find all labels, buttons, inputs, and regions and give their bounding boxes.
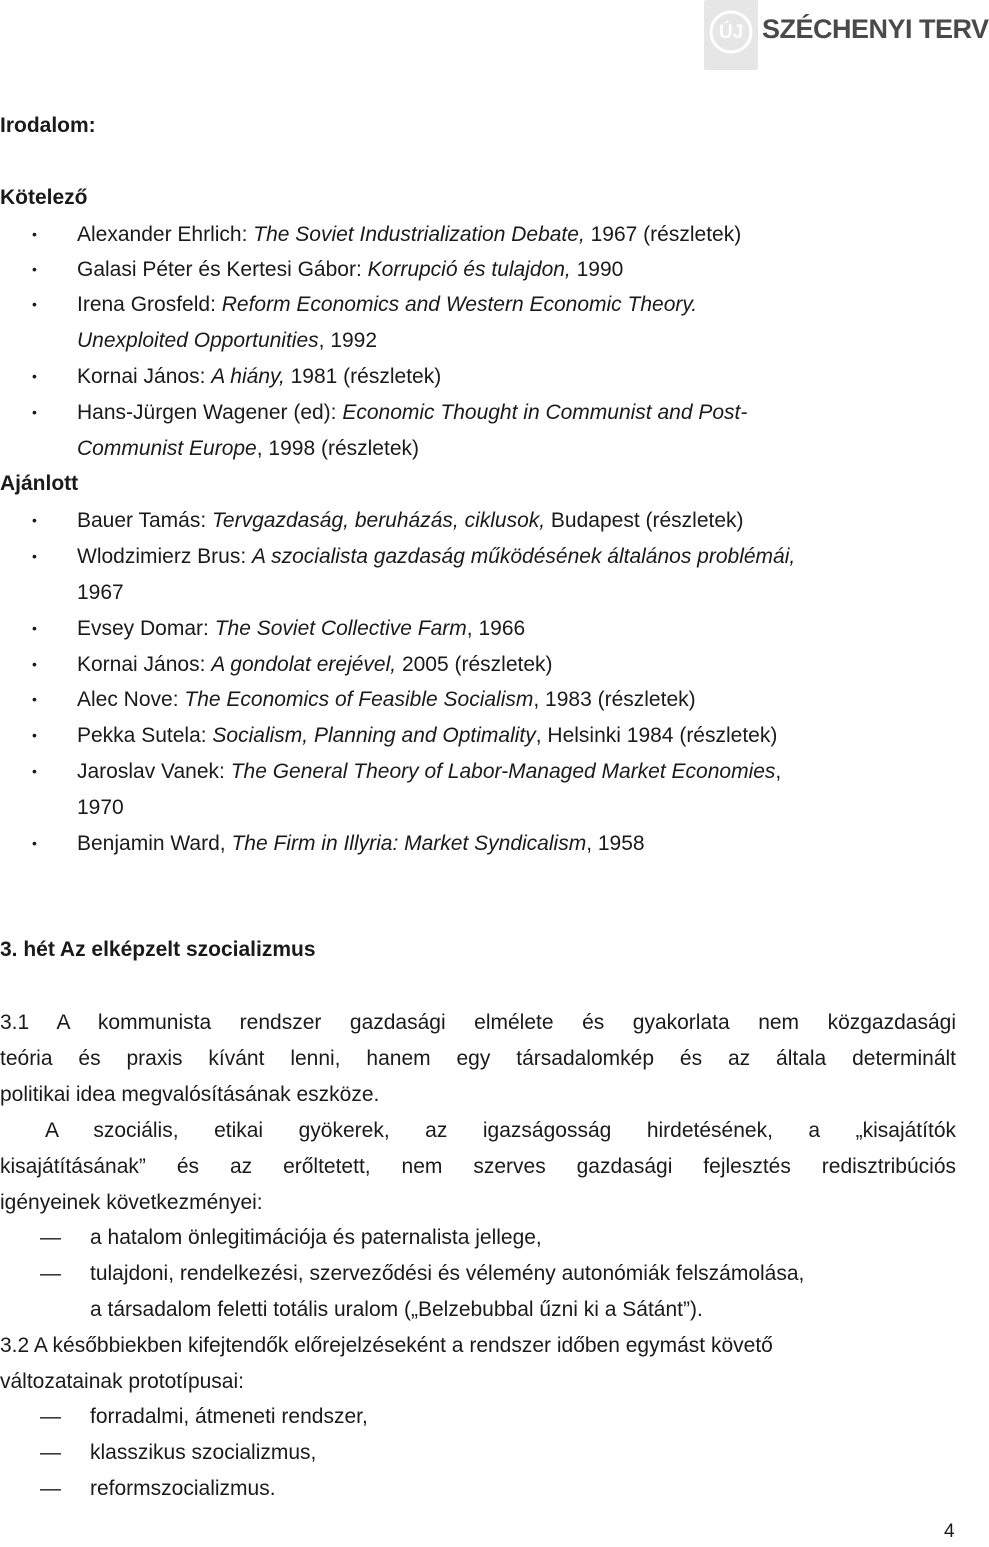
list-item-title: A gondolat erejével, (211, 653, 397, 676)
paragraph-line: kisajátításának” és az erőltetett, nem szerves gazdasági fejlesztés redisztribúciós (0, 1154, 956, 1178)
heading-het3: 3. hét Az elképzelt szocializmus (0, 938, 316, 961)
bullet-icon: • (32, 261, 37, 277)
paragraph-3-1 (0, 1005, 956, 1112)
list-item-author: Alec Nove: (77, 688, 185, 711)
bullet-icon: • (32, 296, 37, 312)
list-item-text (77, 575, 124, 611)
list-item-detail: 1981 (részletek) (284, 365, 442, 388)
bullet-icon: • (32, 620, 37, 636)
dash-item-text: reformszocializmus. (90, 1477, 276, 1500)
dash-item-text: klasszikus szocializmus, (90, 1441, 317, 1464)
bullet-icon: • (32, 368, 37, 384)
paragraph-line: 3.1 A kommunista rendszer gazdasági elmélete és gyakorlata nem közgazdasági (0, 1011, 956, 1034)
list-item-title: A szocialista gazdaság működésének általános problémái, (252, 545, 796, 568)
dash-icon: — (40, 1477, 61, 1500)
list-item-text (77, 647, 553, 683)
dash-icon: — (40, 1226, 61, 1249)
dash-icon: — (40, 1441, 61, 1464)
list-item-detail: , 1998 (részletek) (256, 437, 419, 460)
szechenyi-terv-logo (700, 0, 989, 70)
list-item-author: Evsey Domar: (77, 617, 215, 640)
list-item-author: 1970 (77, 796, 124, 819)
list-item-title: The Soviet Collective Farm (214, 617, 467, 640)
list-item-detail: 1990 (570, 258, 624, 281)
heading-ajanlott: Ajánlott (0, 472, 79, 495)
paragraph-line: igényeinek következményei: (0, 1190, 263, 1214)
bullet-icon: • (32, 512, 37, 528)
list-item-text (77, 611, 525, 647)
dash-item-text: tulajdoni, rendelkezési, szerveződési és vélemény autonómiák felszámolása, (90, 1262, 805, 1285)
list-item-text (77, 252, 623, 288)
list-item-text (77, 287, 697, 323)
bullet-icon: • (32, 727, 37, 743)
list-item-author: Jaroslav Vanek: (77, 760, 231, 783)
list-item-author: Pekka Sutela: (77, 724, 213, 747)
list-item-text (77, 431, 419, 467)
list-item-author: Wlodzimierz Brus: (77, 545, 253, 568)
list-item-text (77, 395, 747, 431)
list-item-author: Hans-Jürgen Wagener (ed): (77, 401, 343, 424)
paragraph-line: A szociális, etikai gyökerek, az igazságosság hirdetésének, a „kisajátítók (45, 1119, 956, 1142)
list-item-author: Benjamin Ward, (77, 832, 232, 855)
list-item-text (77, 359, 441, 395)
paragraph-line: 3.2 A későbbiekben kifejtendők előrejelzéseként a rendszer időben egymást követő (0, 1334, 773, 1357)
dash-icon: — (40, 1262, 61, 1285)
heading-irodalom: Irodalom: (0, 114, 96, 137)
dash-item-text: a társadalom feletti totális uralom („Belzebubbal űzni ki a Sátánt”). (90, 1298, 703, 1321)
list-item-title: Tervgazdaság, beruházás, ciklusok, (212, 509, 546, 532)
list-item-author: Kornai János: (77, 653, 212, 676)
list-item-author: Alexander Ehrlich: (77, 223, 254, 246)
list-item-title: The Economics of Feasible Socialism (184, 688, 534, 711)
list-item-text (77, 790, 124, 826)
bullet-icon: • (32, 763, 37, 779)
logo-mark-text: ÚJ (719, 22, 744, 43)
bullet-icon: • (32, 691, 37, 707)
list-item-text (77, 539, 795, 575)
paragraph-line: változatainak prototípusai: (0, 1369, 244, 1393)
list-item-text (77, 323, 377, 359)
list-item-detail: , (775, 760, 782, 783)
paragraph-line: teória és praxis kívánt lenni, hanem egy társadalomkép és az általa determinált (0, 1046, 956, 1070)
list-item-title: Socialism, Planning and Optimality (212, 724, 536, 747)
paragraph-szocialis (0, 1113, 956, 1220)
list-item-title: Unexploited Opportunities (77, 329, 319, 352)
list-item-text (77, 754, 781, 790)
bullet-icon: • (32, 835, 37, 851)
list-item-title: The Firm in Illyria: Market Syndicalism (231, 832, 587, 855)
list-item-title: Economic Thought in Communist and Post- (342, 401, 748, 424)
list-item-text (77, 826, 645, 862)
bullet-icon: • (32, 226, 37, 242)
list-item-detail: 1967 (részletek) (584, 223, 742, 246)
list-item-title: The General Theory of Labor-Managed Market Economies (230, 760, 776, 783)
list-item-detail: Budapest (részletek) (545, 509, 744, 532)
page-number: 4 (944, 1521, 955, 1542)
paragraph-line: politikai idea megvalósításának eszköze. (0, 1082, 380, 1106)
list-item-detail: , Helsinki 1984 (részletek) (535, 724, 778, 747)
list-item-title: Korrupció és tulajdon, (367, 258, 571, 281)
bullet-icon: • (32, 404, 37, 420)
logo-name: SZÉCHENYI TERV (762, 14, 989, 44)
list-item-title: Communist Europe (77, 437, 257, 460)
list-item-author: Irena Grosfeld: (77, 293, 222, 316)
dash-item-text: a hatalom önlegitimációja és paternalista jellege, (90, 1226, 542, 1249)
heading-kotelezo: Kötelező (0, 186, 88, 209)
list-item-text (77, 718, 777, 754)
bullet-icon: • (32, 548, 37, 564)
dash-item-text: forradalmi, átmeneti rendszer, (90, 1405, 368, 1428)
list-item-detail: , 1983 (részletek) (533, 688, 696, 711)
list-item-title: Reform Economics and Western Economic Theory. (221, 293, 698, 316)
list-item-text (77, 503, 744, 539)
list-item-text (77, 682, 696, 718)
list-item-detail: , 1958 (586, 832, 645, 855)
dash-icon: — (40, 1405, 61, 1428)
list-item-title: A hiány, (211, 365, 285, 388)
list-item-author: Galasi Péter és Kertesi Gábor: (77, 258, 368, 281)
list-item-detail: , 1966 (466, 617, 526, 640)
list-item-detail: , 1992 (318, 329, 378, 352)
list-item-title: The Soviet Industrialization Debate, (253, 223, 585, 246)
list-item-author: Kornai János: (77, 365, 212, 388)
list-item-detail: 2005 (részletek) (396, 653, 553, 676)
paragraph-3-2 (0, 1328, 956, 1400)
bullet-icon: • (32, 656, 37, 672)
list-item-author: Bauer Tamás: (77, 509, 213, 532)
list-item-text (77, 217, 741, 253)
list-item-author: 1967 (77, 581, 124, 604)
